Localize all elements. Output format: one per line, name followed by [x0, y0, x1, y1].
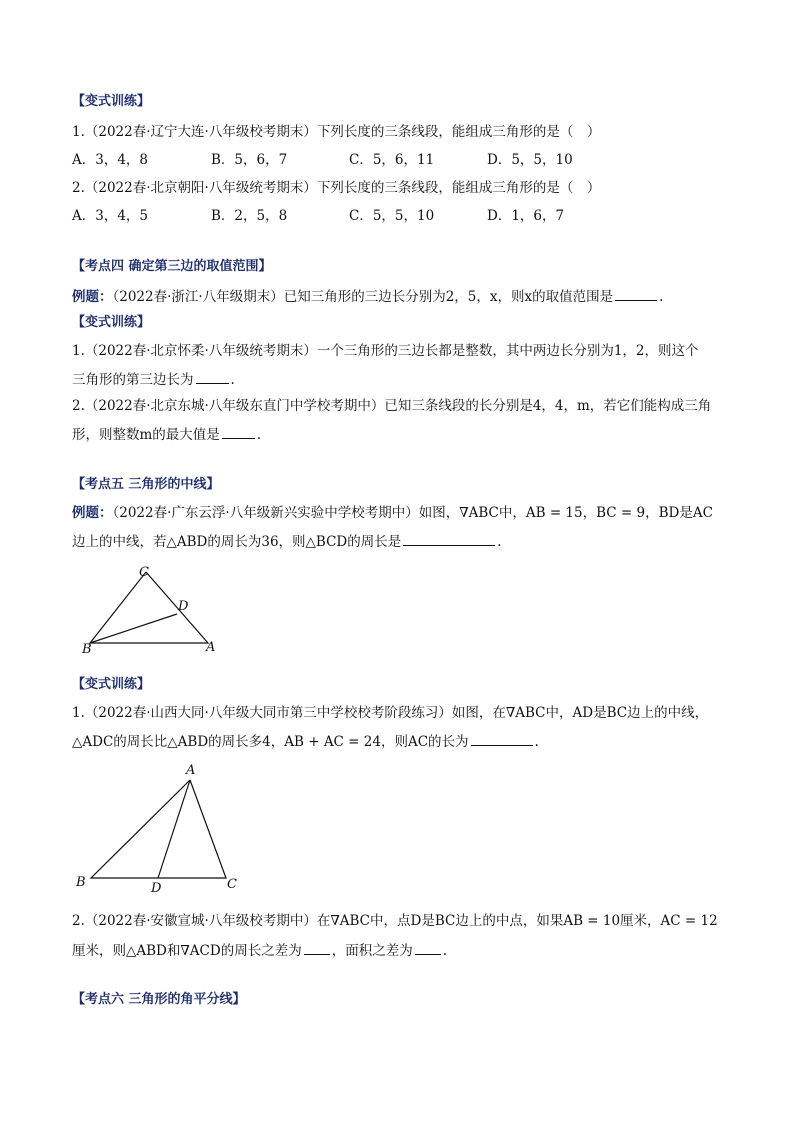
- question-1-text: 1.（2022春·辽宁大连·八年级校考期末）下列长度的三条线段，能组成三角形的是（ ）: [72, 124, 601, 140]
- median-ad: [158, 780, 190, 878]
- option-b: B．5，6，7: [211, 152, 288, 168]
- vertex-label-d: D: [178, 599, 189, 614]
- example-label: 例题：: [72, 505, 113, 521]
- section-header-topic-5: 【考点五 三角形的中线】: [72, 477, 220, 492]
- median-bd: [90, 614, 177, 643]
- triangle-figure-1: [70, 560, 240, 660]
- example-label: 例题：: [72, 289, 113, 305]
- vertex-label-c: C: [227, 877, 237, 892]
- example-question-line-1: 例题：（2022春·广东云浮·八年级新兴实验中学校考期中）如图，∇ABC中，AB = 15，BC = 9，BD是AC: [72, 505, 713, 521]
- option-b: B．2，5，8: [211, 208, 288, 224]
- answer-blank: [403, 532, 495, 546]
- triangle-abc-outline: [90, 572, 208, 643]
- question-1-line-2: △ADC的周长比△ABD的周长多4，AB + AC = 24，则AC的长为 .: [72, 734, 539, 750]
- question-1-line-1: 1.（2022春·北京怀柔·八年级统考期末）一个三角形的三边长都是整数，其中两边长分别为1，2，则这个: [72, 343, 699, 359]
- answer-blank: [471, 732, 533, 746]
- option-a: A．3，4，8: [72, 152, 149, 168]
- example-question-line-2: 边上的中线，若△ABD的周长为36，则△BCD的周长是 .: [72, 534, 502, 550]
- answer-blank: [615, 287, 657, 301]
- answer-blank-1: [304, 941, 330, 955]
- triangle-abc-outline: [91, 780, 226, 878]
- vertex-label-a: A: [206, 640, 216, 655]
- example-question: 例题：（2022春·浙江·八年级期末）已知三角形的三边长分别为2，5，x，则x的取值范围是 .: [72, 289, 664, 305]
- section-header-practice-3: 【变式训练】: [72, 677, 151, 692]
- question-2-line-2: 形，则整数m的最大值是 .: [72, 427, 262, 443]
- vertex-label-b: B: [76, 875, 86, 890]
- question-2-text: 2.（2022春·北京朝阳·八年级统考期末）下列长度的三条线段，能组成三角形的是（ ）: [72, 180, 601, 196]
- answer-blank-2: [415, 941, 441, 955]
- option-a: A．3，4，5: [72, 208, 149, 224]
- section-header-topic-6: 【考点六 三角形的角平分线】: [72, 992, 246, 1007]
- option-c: C．5，5，10: [349, 208, 435, 224]
- answer-blank: [222, 425, 255, 439]
- option-d: D．5，5，10: [487, 152, 573, 168]
- question-2-line-1: 2.（2022春·安徽宣城·八年级校考期中）在∇ABC中，点D是BC边上的中点，如果AB = 10厘米，AC = 12: [72, 913, 718, 929]
- section-header-topic-4: 【考点四 确定第三边的取值范围】: [72, 259, 272, 274]
- vertex-label-c: C: [139, 565, 149, 580]
- vertex-label-d: D: [151, 881, 162, 895]
- example-text: （2022春·浙江·八年级期末）已知三角形的三边长分别为2，5，x，则x的取值范围是: [112, 289, 614, 305]
- triangle-figure-2: [70, 760, 260, 895]
- vertex-label-a: A: [186, 763, 196, 778]
- question-1-line-1: 1.（2022春·山西大同·八年级大同市第三中学校校考阶段练习）如图，在∇ABC中，AD是BC边上的中线，: [72, 705, 709, 721]
- section-header-practice-1: 【变式训练】: [72, 94, 151, 109]
- section-header-practice-2: 【变式训练】: [72, 315, 151, 330]
- option-c: C．5，6，11: [349, 152, 435, 168]
- question-2-line-2: 厘米，则△ABD和∇ACD的周长之差为 ，面积之差为 .: [72, 943, 448, 959]
- answer-blank: [196, 370, 229, 384]
- question-1-line-2: 三角形的第三边长为 .: [72, 372, 235, 388]
- vertex-label-b: B: [82, 642, 92, 657]
- question-2-line-1: 2.（2022春·北京东城·八年级东直门中学校考期中）已知三条线段的长分别是4，4，m，若它们能构成三角: [72, 398, 712, 414]
- option-d: D．1，6，7: [487, 208, 565, 224]
